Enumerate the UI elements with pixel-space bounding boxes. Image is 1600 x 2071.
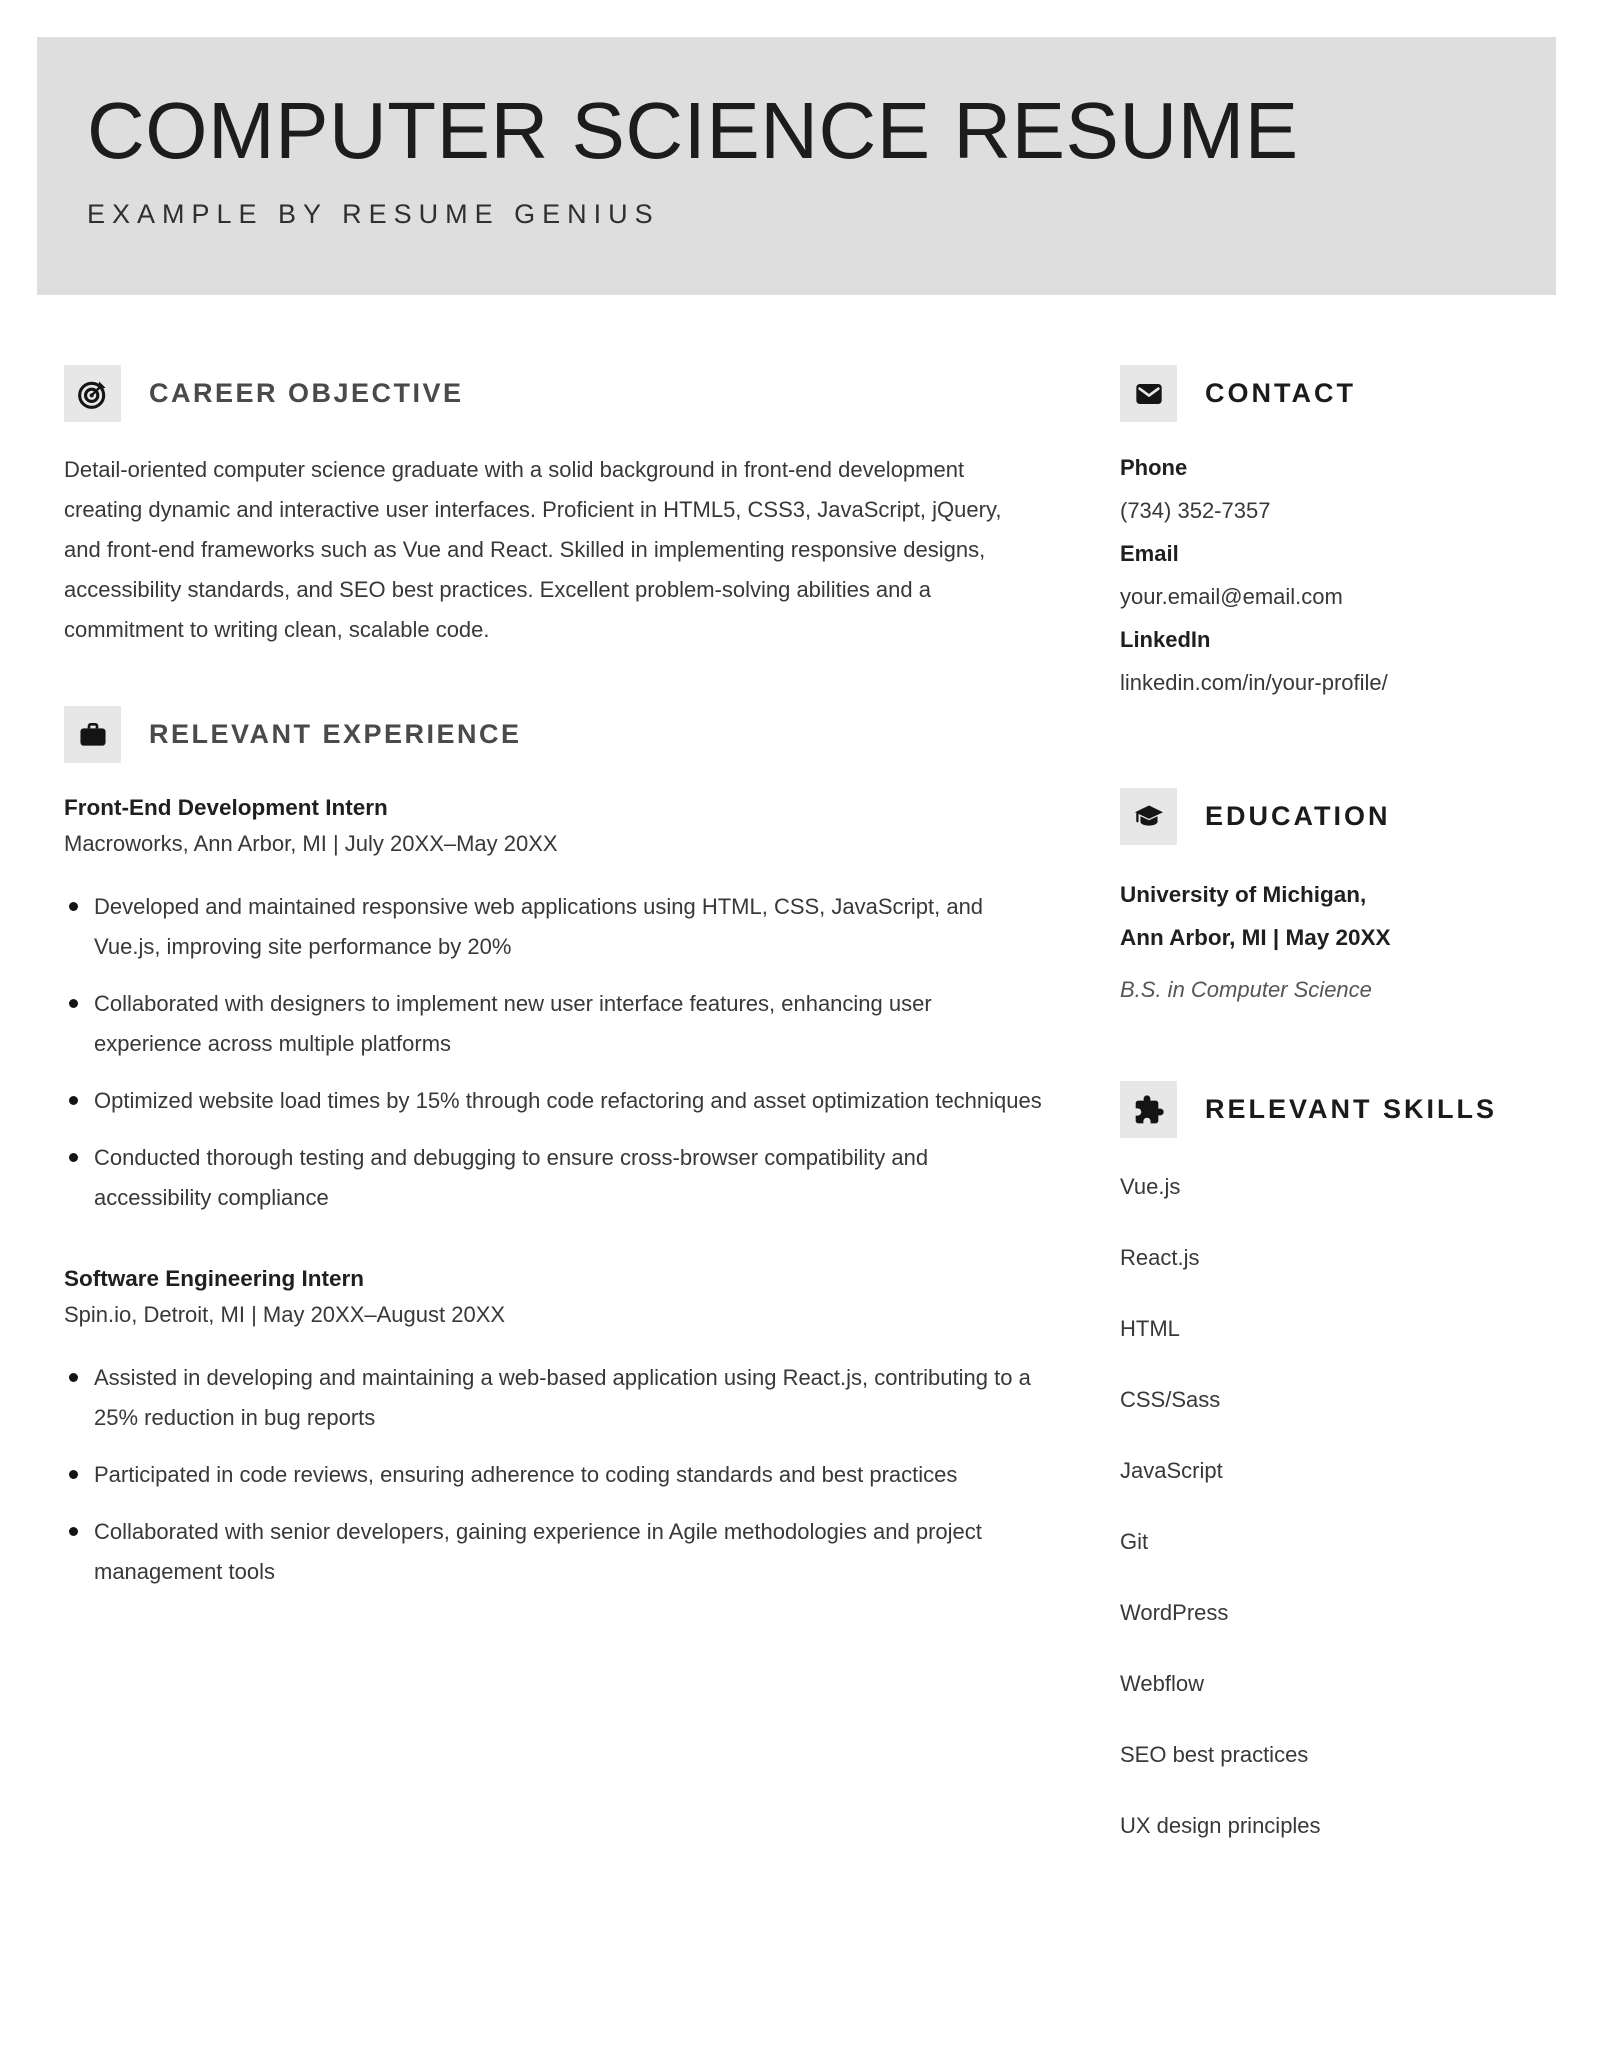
job-bullet: Conducted thorough testing and debugging to ensure cross-browser compatibility and accessibility compliance — [64, 1138, 1044, 1218]
skill-item: Git — [1120, 1529, 1149, 1554]
skills-title: RELEVANT SKILLS — [1205, 1094, 1498, 1124]
career-objective-title: CAREER OBJECTIVE — [149, 378, 464, 408]
graduation-cap-icon — [1120, 788, 1177, 845]
contact-field-value: linkedin.com/in/your-profile/ — [1120, 670, 1388, 695]
contact-title: CONTACT — [1205, 378, 1356, 408]
education-school-line2: Ann Arbor, MI | May 20XX — [1120, 925, 1391, 950]
experience-header — [64, 706, 1044, 763]
puzzle-icon — [1120, 1081, 1177, 1138]
contact-field-label: LinkedIn — [1120, 627, 1211, 652]
contact-header — [1120, 365, 1536, 422]
skills-header — [1120, 1081, 1536, 1138]
job-bullet: Assisted in developing and maintaining a web-based application using React.js, contributing to a 25% reduction in bug reports — [64, 1358, 1044, 1438]
skill-item: Webflow — [1120, 1671, 1204, 1696]
target-icon — [64, 365, 121, 422]
skills-section — [1120, 1081, 1536, 1839]
contact-field — [1120, 618, 1536, 704]
skill-item: React.js — [1120, 1245, 1200, 1270]
education-title: EDUCATION — [1205, 801, 1391, 831]
job-bullet: Participated in code reviews, ensuring adherence to coding standards and best practices — [64, 1455, 1044, 1495]
briefcase-icon — [64, 706, 121, 763]
skill-item: WordPress — [1120, 1600, 1229, 1625]
contact-field-label: Phone — [1120, 455, 1188, 480]
career-objective-section — [64, 365, 1044, 650]
contact-field-value: (734) 352-7357 — [1120, 498, 1271, 523]
job-bullet: Collaborated with designers to implement new user interface features, enhancing user experience across multiple platforms — [64, 984, 1044, 1064]
job-bullet: Optimized website load times by 15% through code refactoring and asset optimization techniques — [64, 1081, 1044, 1121]
skill-item: UX design principles — [1120, 1813, 1321, 1838]
education-header — [1120, 788, 1536, 845]
education-school-line1: University of Michigan, — [1120, 882, 1367, 907]
experience-title: RELEVANT EXPERIENCE — [149, 719, 522, 749]
contact-section — [1120, 365, 1536, 704]
header-banner — [37, 37, 1556, 295]
right-column — [1120, 365, 1536, 1884]
job-bullet: Developed and maintained responsive web applications using HTML, CSS, JavaScript, and Vue.js, improving site performance by 20% — [64, 887, 1044, 967]
skills-list — [1120, 1174, 1536, 1839]
skill-item: JavaScript — [1120, 1458, 1223, 1483]
contact-field — [1120, 446, 1536, 532]
job-meta: Macroworks, Ann Arbor, MI | July 20XX–May 20XX — [64, 831, 558, 856]
education-school — [1120, 873, 1536, 959]
job-bullet-list — [64, 887, 1044, 1218]
job-role: Front-End Development Intern — [64, 795, 388, 820]
job-bullet: Collaborated with senior developers, gaining experience in Agile methodologies and project management tools — [64, 1512, 1044, 1592]
contact-field-value: your.email@email.com — [1120, 584, 1343, 609]
left-column — [64, 365, 1044, 1884]
contact-field-label: Email — [1120, 541, 1179, 566]
career-objective-text: Detail-oriented computer science graduate with a solid background in front-end development creating dynamic and interactive user interfaces. Proficient in HTML5, CSS3, JavaScript, jQuery, and front-end frameworks such as Vue and React. Skilled in implementing responsive designs, accessibility standards, and SEO best practices. Excellent problem-solving abilities and a commitment to writing clean, scalable code. — [64, 457, 1002, 642]
job-entry — [64, 795, 1044, 1218]
page-title: COMPUTER SCIENCE RESUME — [87, 86, 1299, 175]
education-degree: B.S. in Computer Science — [1120, 977, 1372, 1002]
skill-item: HTML — [1120, 1316, 1180, 1341]
job-role: Software Engineering Intern — [64, 1266, 365, 1291]
job-bullet-list — [64, 1358, 1044, 1592]
skill-item: SEO best practices — [1120, 1742, 1309, 1767]
contact-fields — [1120, 446, 1536, 704]
page-subtitle: EXAMPLE BY RESUME GENIUS — [87, 199, 660, 229]
education-section — [1120, 788, 1536, 1003]
envelope-icon — [1120, 365, 1177, 422]
career-objective-header — [64, 365, 1044, 422]
job-meta: Spin.io, Detroit, MI | May 20XX–August 20XX — [64, 1302, 506, 1327]
skill-item: Vue.js — [1120, 1174, 1181, 1199]
content-columns — [64, 365, 1536, 1884]
skill-item: CSS/Sass — [1120, 1387, 1221, 1412]
job-entry — [64, 1266, 1044, 1592]
contact-field — [1120, 532, 1536, 618]
experience-section — [64, 706, 1044, 1592]
